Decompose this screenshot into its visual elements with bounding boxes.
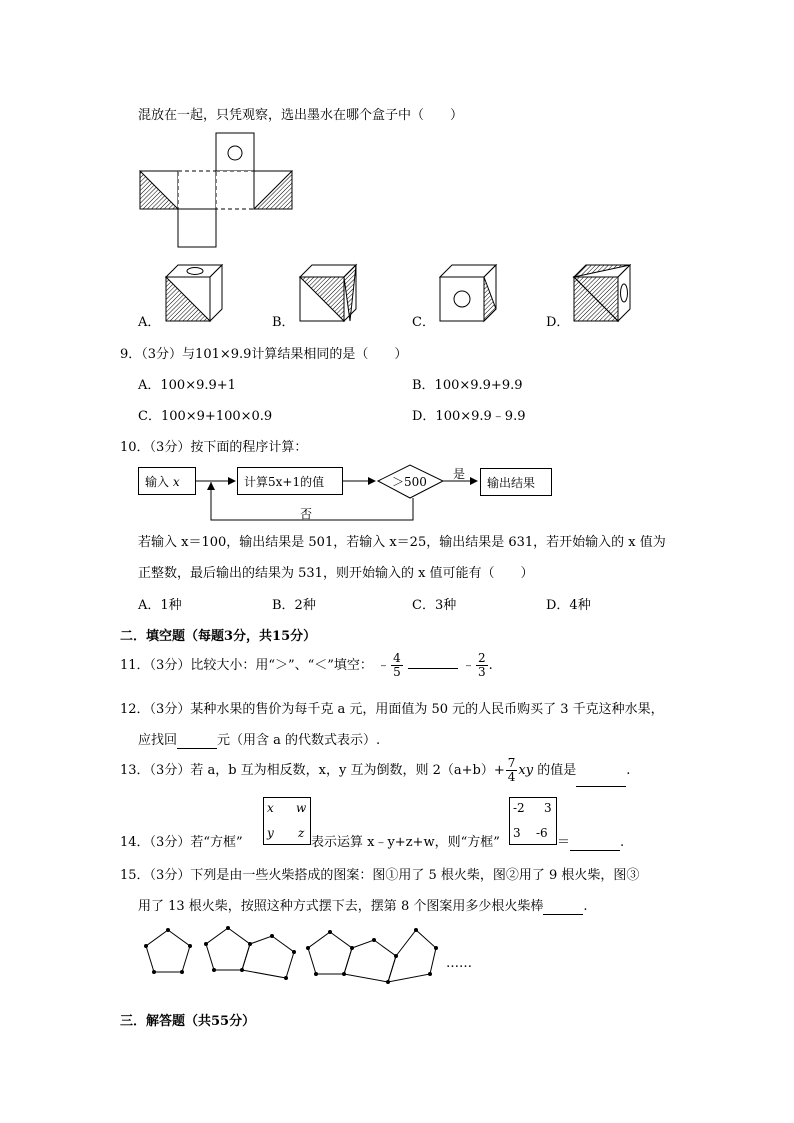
q10-option-b[interactable]: B．2种 [272,598,316,613]
q11-prefix: 11．（3分）比较大小：用“＞”、“＜”填空： [120,658,373,673]
q13-prefix: 13．（3分）若 a，b 互为相反数，x，y 互为倒数，则 2（a+b）+ [120,763,505,778]
q8-option-a[interactable]: A． [138,315,161,330]
q9-option-a[interactable]: A．100×9.9+1 [138,378,236,393]
q11-fraction-1 [391,652,403,679]
cube-net-figure [138,133,298,251]
section2-heading: 二．填空题（每题3分，共15分） [120,629,317,644]
q13 [120,756,630,787]
q11-frac2-num: 2 [478,651,486,665]
q13-fraction [506,757,518,784]
q13-answer-blank[interactable] [576,756,626,787]
flow-input-box [138,467,196,495]
q11-frac1-num: 4 [393,651,401,665]
q15-answer-blank[interactable] [543,899,583,915]
q11-frac2-sign: ﹣ [461,658,475,673]
q13-frac-num: 7 [507,756,516,770]
q11-frac1-sign: ﹣ [377,658,391,673]
q9-option-c[interactable]: C．100×9+100×0.9 [138,409,273,424]
flow-output-box [480,468,552,496]
q8-option-c[interactable]: C． [412,315,435,330]
q15-line2 [138,895,587,915]
q14-box-numbers [509,797,557,845]
q14-box1-bl: y [267,826,274,840]
q10-option-c[interactable]: C．3种 [412,598,457,613]
q14-answer-blank[interactable] [570,835,620,851]
q14-end: . [620,835,625,850]
flow-compute-label: 计算5x+1的值 [244,475,325,489]
q8-stem: 混放在一起，只凭观察，选出墨水在哪个盒子中（ ） [138,108,464,123]
cube-option-a [164,263,224,325]
flow-condition-label: ＞500 [392,475,427,489]
q9-option-d[interactable]: D．100×9.9﹣9.9 [412,409,526,424]
q13-suffix: 的值是 [537,763,577,778]
q12-line2-prefix: 应找回 [138,733,178,748]
q13-frac-den: 4 [507,770,516,784]
q13-end: . [626,763,631,778]
q10-option-d[interactable]: D．4种 [546,598,591,613]
q14-box2-br: -6 [536,826,548,840]
q14-box2-bl: 3 [513,826,521,840]
q12-line2-suffix: 元（用含 a 的代数式表示）. [217,733,381,748]
q9-option-b[interactable]: B．100×9.9+9.9 [412,378,523,393]
q14-eq: ＝ [557,835,571,850]
q15-ellipsis: …… [446,956,472,971]
q14-tail [557,831,624,851]
q10-option-a[interactable]: A．1种 [138,598,182,613]
matchstick-pentagons [138,918,478,998]
q15-line2-text: 用了 13 根火柴，按照这种方式摆下去，摆第 8 个图案用多少根火柴棒 [138,899,544,914]
q10-stem: 10．（3分）按下面的程序计算： [120,440,308,455]
q10-line1: 若输入 x＝100，输出结果是 501，若输入 x＝25，输出结果是 631，若开始输入的 x 值为 [138,535,666,550]
q15-line1: 15．（3分）下列是由一些火柴搭成的图案：图①用了 5 根火柴，图②用了 9 根火柴，图③ [120,868,640,883]
q14-box-variables [263,797,311,845]
flow-yes-label: 是 [453,467,466,481]
q14-mid: 表示运算 x﹣y+z+w，则“方框” [311,835,500,850]
q13-var: xy [518,763,534,778]
q12-line2 [138,729,380,749]
q11-end: . [488,658,493,673]
flow-compute-box [237,467,343,495]
q11-answer-blank[interactable] [408,668,458,669]
q8-option-b[interactable]: B． [272,315,295,330]
q11-frac1-den: 5 [393,665,401,679]
q10-line2: 正整数，最后输出的结果为 531，则开始输入的 x 值可能有（ ） [138,566,534,581]
cube-option-d [572,263,632,325]
q9-stem: 9．（3分）与101×9.9计算结果相同的是（ ） [120,347,408,362]
q14-prefix: 14．（3分）若“方框” [120,835,243,850]
q14-box1-tl: x [267,801,274,815]
q8-option-d[interactable]: D． [546,315,570,330]
cube-option-c [438,263,498,325]
q11 [120,651,493,681]
flow-input-var: x [172,475,180,489]
q14-box1-tr: w [296,801,307,815]
q14-box2-tl: -2 [513,801,525,815]
q11-fraction-2 [476,652,488,679]
cube-option-b [298,263,358,325]
q14-box2-tr: 3 [544,801,552,815]
section3-heading: 三．解答题（共55分） [120,1014,256,1029]
flow-input-label: 输入 [145,475,170,489]
q14-box1-br: z [298,826,305,840]
q12-answer-blank[interactable] [177,733,217,749]
flow-output-label: 输出结果 [487,476,536,490]
q11-frac2-den: 3 [478,665,486,679]
q12-line1: 12．（3分）某种水果的售价为每千克 a 元，用面值为 50 元的人民币购买了 3 千克这种水果， [120,702,664,717]
q15-end: . [583,899,588,914]
flow-no-label: 否 [300,507,313,521]
